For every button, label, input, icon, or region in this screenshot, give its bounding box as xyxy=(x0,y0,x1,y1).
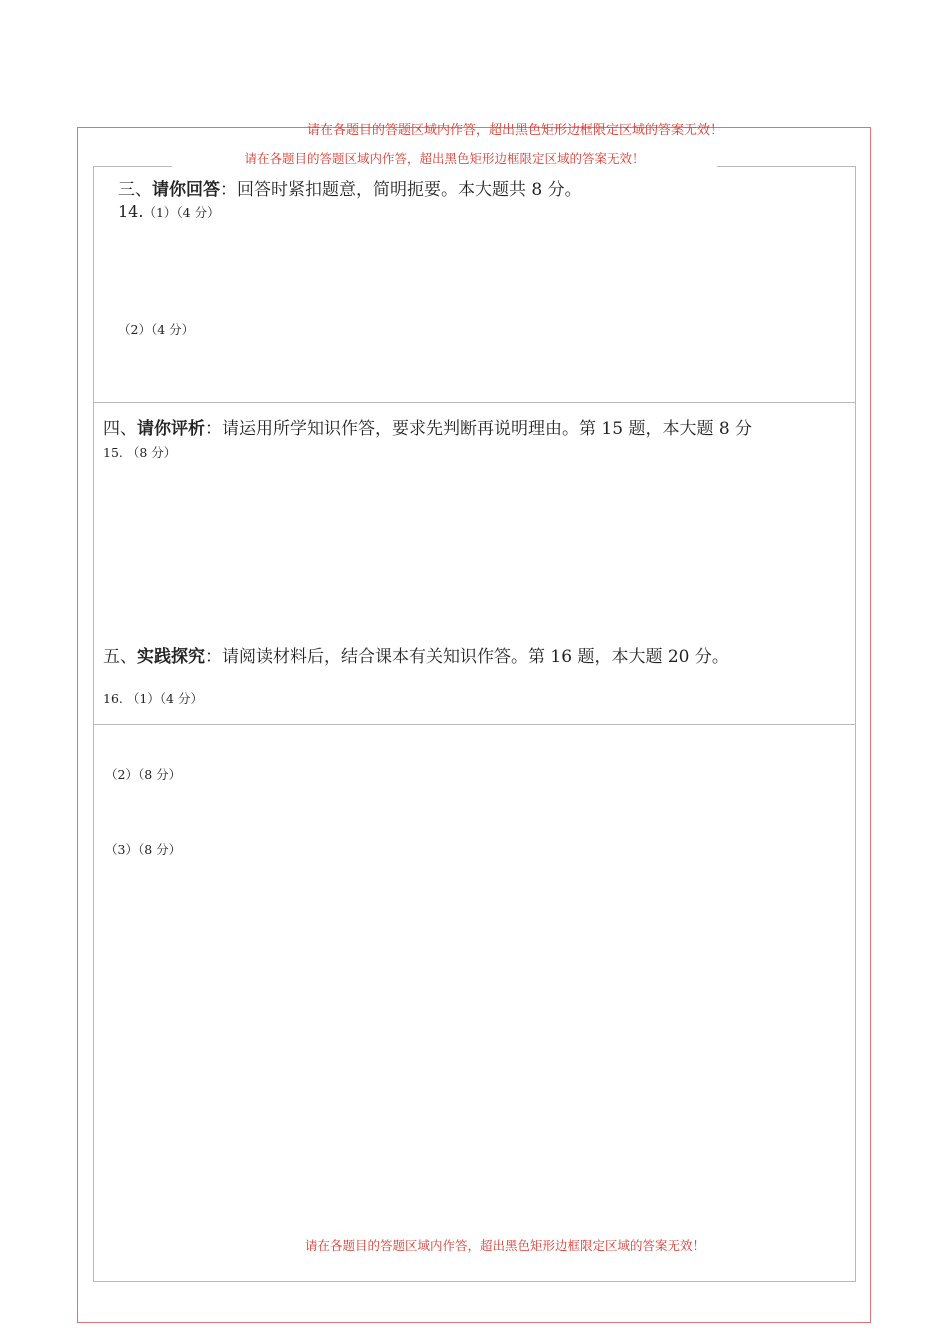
section3-title: 请你回答 xyxy=(152,180,220,200)
section4-title: 请你评析 xyxy=(137,419,205,439)
question-16-part-1: 16. （1）（4 分） xyxy=(103,691,203,706)
question-16-part-3: （3）（8 分） xyxy=(105,842,182,857)
bottom-warning: 请在各题目的答题区域内作答，超出黑色矩形边框限定区域的答案无效！ xyxy=(304,1238,705,1253)
section3-instruction: ：回答时紧扣题意，简明扼要。本大题共 8 分。 xyxy=(220,180,582,200)
section5-instruction: ：请阅读材料后，结合课本有关知识作答。第 16 题，本大题 20 分。 xyxy=(205,647,729,667)
section3-heading xyxy=(118,175,582,200)
section3-prefix: 三、 xyxy=(118,180,152,200)
top-warning: 请在各题目的答题区域内作答，超出黑色矩形边框限定区域的答案无效！ xyxy=(172,150,717,168)
question-15: 15. （8 分） xyxy=(103,445,177,460)
answer-box-lower xyxy=(93,724,856,1282)
top-warning-clipped xyxy=(150,118,880,138)
question-16-part-2: （2）（8 分） xyxy=(105,767,182,782)
section4-prefix: 四、 xyxy=(103,419,137,439)
section5-heading xyxy=(103,642,729,667)
question-14-number: 14. xyxy=(118,202,144,221)
section4-instruction: ：请运用所学知识作答，要求先判断再说明理由。第 15 题，本大题 8 分 xyxy=(205,419,753,439)
section5-title: 实践探究 xyxy=(137,647,205,667)
question-14-part-1 xyxy=(118,202,220,221)
top-warning-clipped-text: 请在各题目的答题区域内作答，超出黑色矩形边框限定区域的答案无效！ xyxy=(306,123,723,138)
section-divider xyxy=(93,402,856,403)
question-14-part-2: （2）（4 分） xyxy=(118,322,195,337)
section5-prefix: 五、 xyxy=(103,647,137,667)
section4-heading xyxy=(103,414,752,439)
question-14-part-1-label: （1）（4 分） xyxy=(143,205,220,220)
